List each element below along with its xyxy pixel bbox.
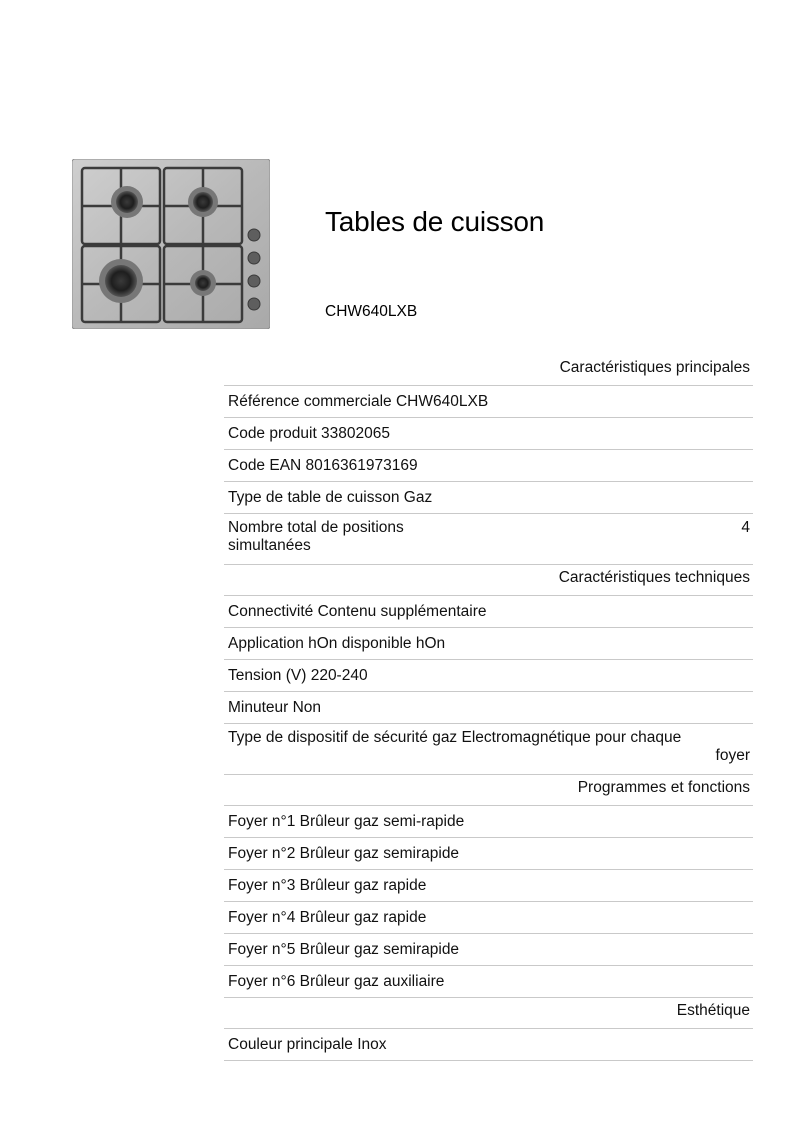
section-heading-technical: Caractéristiques techniques — [224, 565, 753, 596]
spec-row: Couleur principale Inox — [224, 1029, 753, 1061]
spec-table — [224, 355, 753, 1061]
spec-row: Code EAN 8016361973169 — [224, 450, 753, 482]
spec-text: Type de dispositif de sécurité gaz Electromagnétique pour chaque — [228, 729, 682, 746]
spec-value: 4 — [741, 519, 750, 536]
spec-row: Foyer n°5 Brûleur gaz semirapide — [224, 934, 753, 966]
section-heading-main: Caractéristiques principales — [224, 355, 753, 386]
spec-row: Tension (V) 220-240 — [224, 660, 753, 692]
spec-row: Foyer n°1 Brûleur gaz semi-rapide — [224, 806, 753, 838]
spec-row: Connectivité Contenu supplémentaire — [224, 596, 753, 628]
spec-row: Code produit 33802065 — [224, 418, 753, 450]
spec-text-continued: foyer — [715, 747, 750, 764]
section-heading-aesthetics: Esthétique — [224, 998, 753, 1029]
spec-row: Foyer n°4 Brûleur gaz rapide — [224, 902, 753, 934]
spec-row: Minuteur Non — [224, 692, 753, 724]
spec-row: Application hOn disponible hOn — [224, 628, 753, 660]
page-title: Tables de cuisson — [325, 206, 545, 237]
gas-hob-image — [72, 159, 270, 329]
section-heading-programs: Programmes et fonctions — [224, 775, 753, 806]
spec-row: Foyer n°2 Brûleur gaz semirapide — [224, 838, 753, 870]
spec-row: Foyer n°6 Brûleur gaz auxiliaire — [224, 966, 753, 998]
spec-row-positions — [224, 514, 753, 565]
spec-row: Foyer n°3 Brûleur gaz rapide — [224, 870, 753, 902]
spec-row: Référence commerciale CHW640LXB — [224, 386, 753, 418]
spec-row-safety — [224, 724, 753, 775]
spec-row: Type de table de cuisson Gaz — [224, 482, 753, 514]
spec-label: Nombre total de positions simultanées — [228, 519, 404, 554]
model-number: CHW640LXB — [325, 303, 418, 320]
